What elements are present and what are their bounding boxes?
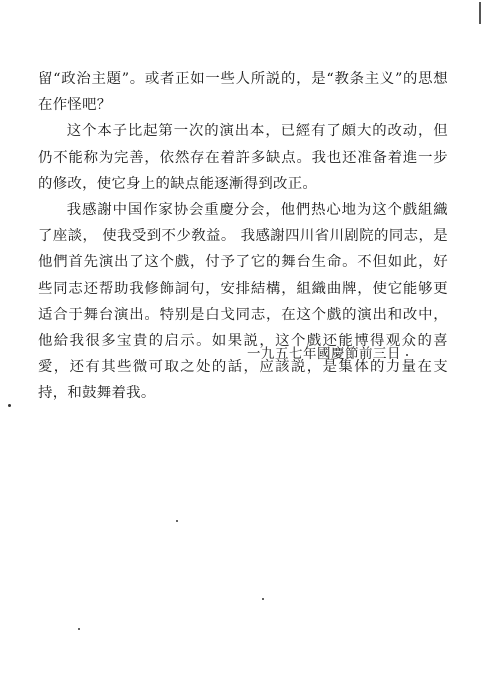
scan-speck: [262, 598, 264, 600]
date-signature: 一九五七年國慶節前三日: [247, 346, 401, 362]
paragraph-2: 这个本子比起第一次的演出本，已經有了頗大的改动，但仍不能称为完善，依然存在着許多缺点。我也还准备着進一步的修改，使它身上的缺点能逐漸得到改正。: [38, 123, 448, 192]
scan-speck: [406, 354, 408, 356]
paragraph-1: 留“政治主題”。或者正如一些人所説的，是“教条主义”的思想在作怪吧？: [38, 71, 448, 114]
scan-speck: [78, 628, 80, 630]
scan-speck: [8, 404, 11, 407]
scan-speck: [176, 520, 178, 522]
paragraph-3: 我感謝中国作家协会重慶分会，他們热心地为这个戲組織了座談， 使我受到不少敎益。 我感謝四川省川剧院的同志，是他們首先演出了这个戲，付予了它的舞台生命。不但如此，好些同志还帮助我修飾詞句，安排結構，組織曲牌，使它能够更适合于舞台演出。特别是白戈同志，在这个戲的演出和改中，他給我很多宝貴的启示。如果説，这个戲还能博得观众的喜愛，还有其些微可取之处的話，应該説，是集体的力量在支持，和鼓舞着我。: [38, 202, 448, 402]
scan-edge-mark: [479, 2, 481, 24]
